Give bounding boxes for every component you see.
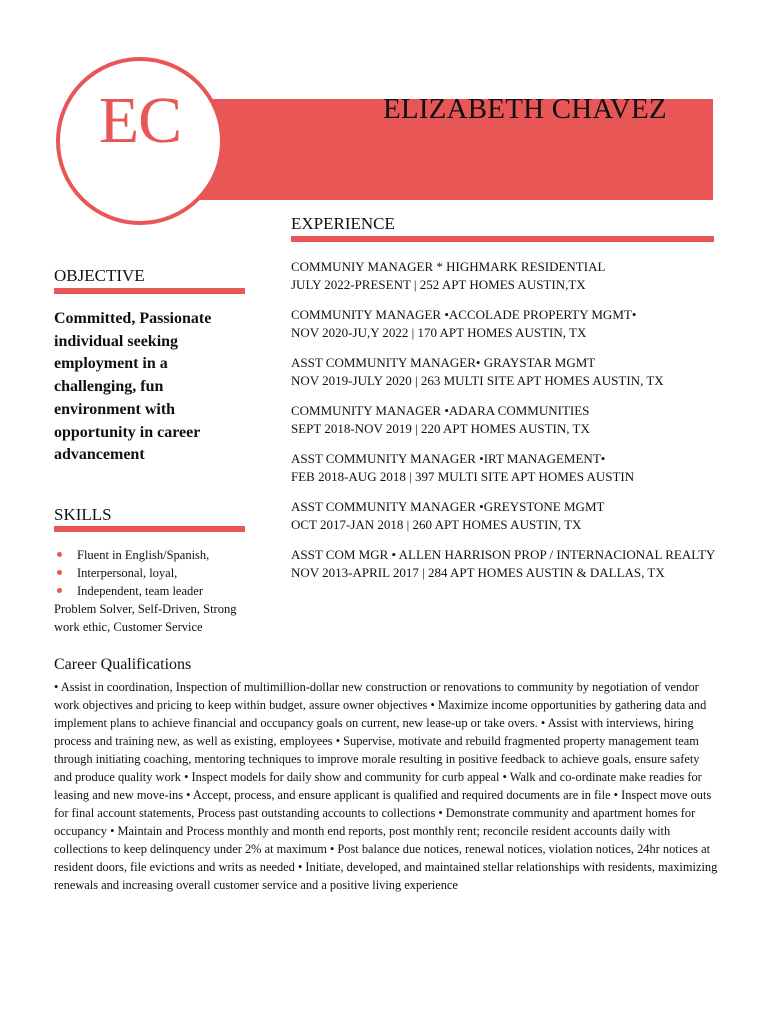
job-role: COMMUNITY MANAGER •ACCOLADE PROPERTY MGMT•	[291, 307, 637, 322]
skills-list	[54, 546, 244, 636]
experience-heading: EXPERIENCE	[291, 214, 395, 233]
job-entry	[291, 450, 716, 485]
bullet-icon	[57, 552, 62, 557]
career-qualifications-text: • Assist in coordination, Inspection of multimillion-dollar new construction or renovations to community by negotiation of vendor work objectives and pricing to keep within budget, assure owner objectives • Maximize income opportunities by gathering data and implement plans to achieve financial and occupancy goals on current, new lease-up or take overs. • Assist with interviews, hiring process and training new, as well as existing, employees • Supervise, motivate and rebuild fragmented property management team through initiating coaching, mentoring techniques to improve morale resulting in positive feedback to achieve goals, ensure safety and produce quality work • Inspect models for daily show and community for curb appeal • Walk and co-ordinate make readies for leasing and new move-ins • Accept, process, and ensure applicant is qualified and required documents are in file • Inspect move outs for final account statements, Process past outstanding accounts to collections • Demonstrate community and apartment homes for occupancy • Maintain and Process monthly and month end reports, post monthly rent; reconcile resident accounts daily with collections to keep delinquency under 2% at maximum • Post balance due notices, renewal notices, violation notices, 24hr notices at resident doors, file evictions and writs as needed • Initiate, developed, and maintained stellar relationships with residents, maximizing renewals and increasing overall customer service and a positive living experience	[54, 680, 718, 892]
skill-item: Fluent in English/Spanish,	[54, 546, 244, 564]
bullet-icon	[57, 588, 62, 593]
objective-text: Committed, Passionate individual seeking employment in a challenging, fun environment with opportunity in career advancement	[54, 310, 212, 464]
job-details: FEB 2018-AUG 2018 | 397 MULTI SITE APT HOMES AUSTIN	[291, 468, 635, 484]
career-qualifications-heading: Career Qualifications	[54, 656, 192, 673]
job-role: ASST COMMUNITY MANAGER• GRAYSTAR MGMT	[291, 355, 596, 370]
experience-list	[291, 258, 716, 594]
candidate-name: ELIZABETH CHAVEZ	[383, 93, 667, 125]
job-details: JULY 2022-PRESENT | 252 APT HOMES AUSTIN,TX	[291, 276, 586, 292]
skill-item: Independent, team leader	[54, 582, 244, 600]
job-details: SEPT 2018-NOV 2019 | 220 APT HOMES AUSTIN, TX	[291, 420, 590, 436]
job-role: ASST COMMUNITY MANAGER •GREYSTONE MGMT	[291, 499, 605, 514]
job-details: OCT 2017-JAN 2018 | 260 APT HOMES AUSTIN, TX	[291, 516, 582, 532]
job-entry	[291, 306, 716, 341]
job-role: COMMUNIY MANAGER * HIGHMARK RESIDENTIAL	[291, 259, 606, 274]
job-role: ASST COM MGR • ALLEN HARRISON PROP / INTERNACIONAL REALTY	[291, 547, 716, 562]
skill-item: Interpersonal, loyal,	[54, 564, 244, 582]
job-entry	[291, 498, 716, 533]
job-role: COMMUNITY MANAGER •ADARA COMMUNITIES	[291, 403, 590, 418]
objective-rule	[54, 288, 245, 294]
job-entry	[291, 258, 716, 293]
monogram-initials: EC	[98, 84, 182, 157]
job-details: NOV 2020-JU,Y 2022 | 170 APT HOMES AUSTIN, TX	[291, 324, 587, 340]
job-entry	[291, 402, 716, 437]
job-details: NOV 2019-JULY 2020 | 263 MULTI SITE APT HOMES AUSTIN, TX	[291, 372, 664, 388]
objective-heading: OBJECTIVE	[54, 266, 145, 285]
job-role: ASST COMMUNITY MANAGER •IRT MANAGEMENT•	[291, 451, 606, 466]
job-details: NOV 2013-APRIL 2017 | 284 APT HOMES AUSTIN & DALLAS, TX	[291, 564, 665, 580]
bullet-icon	[57, 570, 62, 575]
job-entry	[291, 546, 716, 581]
skills-continuation: Problem Solver, Self-Driven, Strong work ethic, Customer Service	[54, 602, 237, 634]
skills-rule	[54, 526, 245, 532]
skills-heading: SKILLS	[54, 505, 112, 524]
job-entry	[291, 354, 716, 389]
experience-rule	[291, 236, 714, 242]
